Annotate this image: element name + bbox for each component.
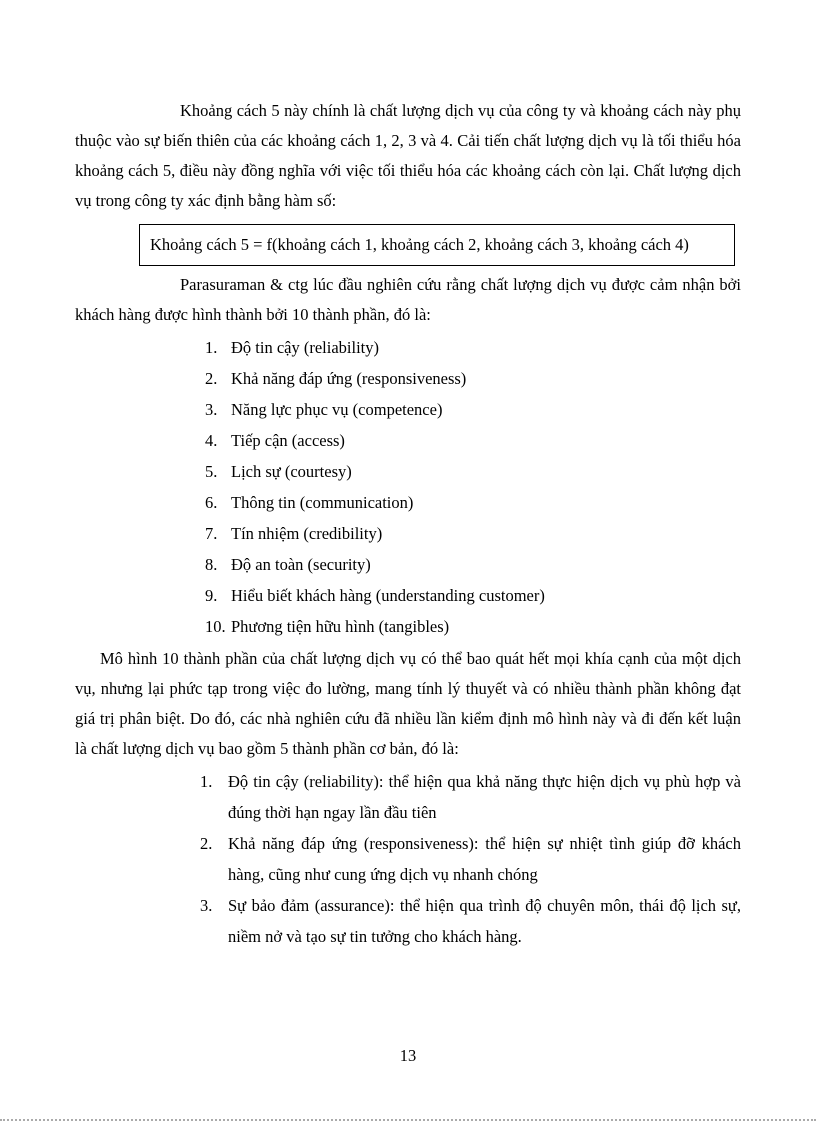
item-number: 3.: [205, 400, 218, 419]
item-text: Phương tiện hữu hình (tangibles): [231, 617, 450, 636]
list-item: [205, 394, 741, 425]
item-text: Năng lực phục vụ (competence): [231, 400, 443, 419]
item-text: Khả năng đáp ứng (responsiveness): [231, 369, 467, 388]
item-text: Thông tin (communication): [231, 493, 414, 512]
list-item: [205, 611, 741, 642]
page-number: 13: [399, 1046, 417, 1065]
list-item: [205, 425, 741, 456]
formula-text: Khoảng cách 5 = f(khoảng cách 1, khoảng cách 2, khoảng cách 3, khoảng cách 4): [150, 235, 689, 254]
list-item: [205, 580, 741, 611]
item-number: 6.: [205, 493, 218, 512]
list-item: [205, 456, 741, 487]
list-ten-components: [205, 332, 741, 642]
item-text: Tiếp cận (access): [231, 431, 345, 450]
item-number: 8.: [205, 555, 218, 574]
item-number: 3.: [200, 896, 213, 915]
item-number: 5.: [205, 462, 218, 481]
list-item: [200, 828, 741, 890]
list-item: [200, 766, 741, 828]
item-text: Sự bảo đảm (assurance): thể hiện qua trình độ chuyên môn, thái độ lịch sự, niềm nở và tạo sự tin tưởng cho khách hàng.: [228, 896, 741, 946]
list-item: [205, 518, 741, 549]
paragraph-parasuraman: Parasuraman & ctg lúc đầu nghiên cứu rằng chất lượng dịch vụ được cảm nhận bởi khách hàng được hình thành bởi 10 thành phần, đó là:: [75, 275, 741, 324]
item-text: Độ an toàn (security): [231, 555, 371, 574]
page-bottom-dotted-border: [0, 1119, 816, 1121]
item-text: Lịch sự (courtesy): [231, 462, 352, 481]
list-item: [200, 890, 741, 952]
item-number: 10.: [205, 617, 226, 636]
paragraph-model-discussion: Mô hình 10 thành phần của chất lượng dịch vụ có thể bao quát hết mọi khía cạnh của một dịch vụ, nhưng lại phức tạp trong việc đo lường, mang tính lý thuyết và có nhiều thành phần không đạt giá trị phân biệt. Do đó, các nhà nghiên cứu đã nhiều lần kiểm định mô hình này và đi đến kết luận là chất lượng dịch vụ bao gồm 5 thành phần cơ bản, đó là:: [75, 649, 741, 758]
item-number: 4.: [205, 431, 218, 450]
item-number: 2.: [205, 369, 218, 388]
list-item: [205, 487, 741, 518]
item-number: 1.: [205, 338, 218, 357]
item-text: Độ tin cậy (reliability): [231, 338, 379, 357]
item-text: Độ tin cậy (reliability): thể hiện qua khả năng thực hiện dịch vụ phù hợp và đúng thời hạn ngay lần đầu tiên: [228, 772, 741, 822]
item-text: Khả năng đáp ứng (responsiveness): thể hiện sự nhiệt tình giúp đỡ khách hàng, cũng như cung ứng dịch vụ nhanh chóng: [228, 834, 741, 884]
item-number: 9.: [205, 586, 218, 605]
page-content: [75, 96, 741, 952]
item-text: Hiểu biết khách hàng (understanding customer): [231, 586, 545, 605]
item-number: 7.: [205, 524, 218, 543]
item-number: 1.: [200, 772, 213, 791]
list-five-components: [200, 766, 741, 952]
item-number: 2.: [200, 834, 213, 853]
item-text: Tín nhiệm (credibility): [231, 524, 383, 543]
list-item: [205, 332, 741, 363]
formula-box: [139, 224, 735, 266]
paragraph-gap5-intro: Khoảng cách 5 này chính là chất lượng dịch vụ của công ty và khoảng cách này phụ thuộc vào sự biến thiên của các khoảng cách 1, 2, 3 và 4. Cải tiến chất lượng dịch vụ là tối thiểu hóa khoảng cách 5, điều này đồng nghĩa với việc tối thiểu hóa các khoảng cách còn lại. Chất lượng dịch vụ trong công ty xác định bằng hàm số:: [75, 101, 741, 210]
list-item: [205, 363, 741, 394]
list-item: [205, 549, 741, 580]
